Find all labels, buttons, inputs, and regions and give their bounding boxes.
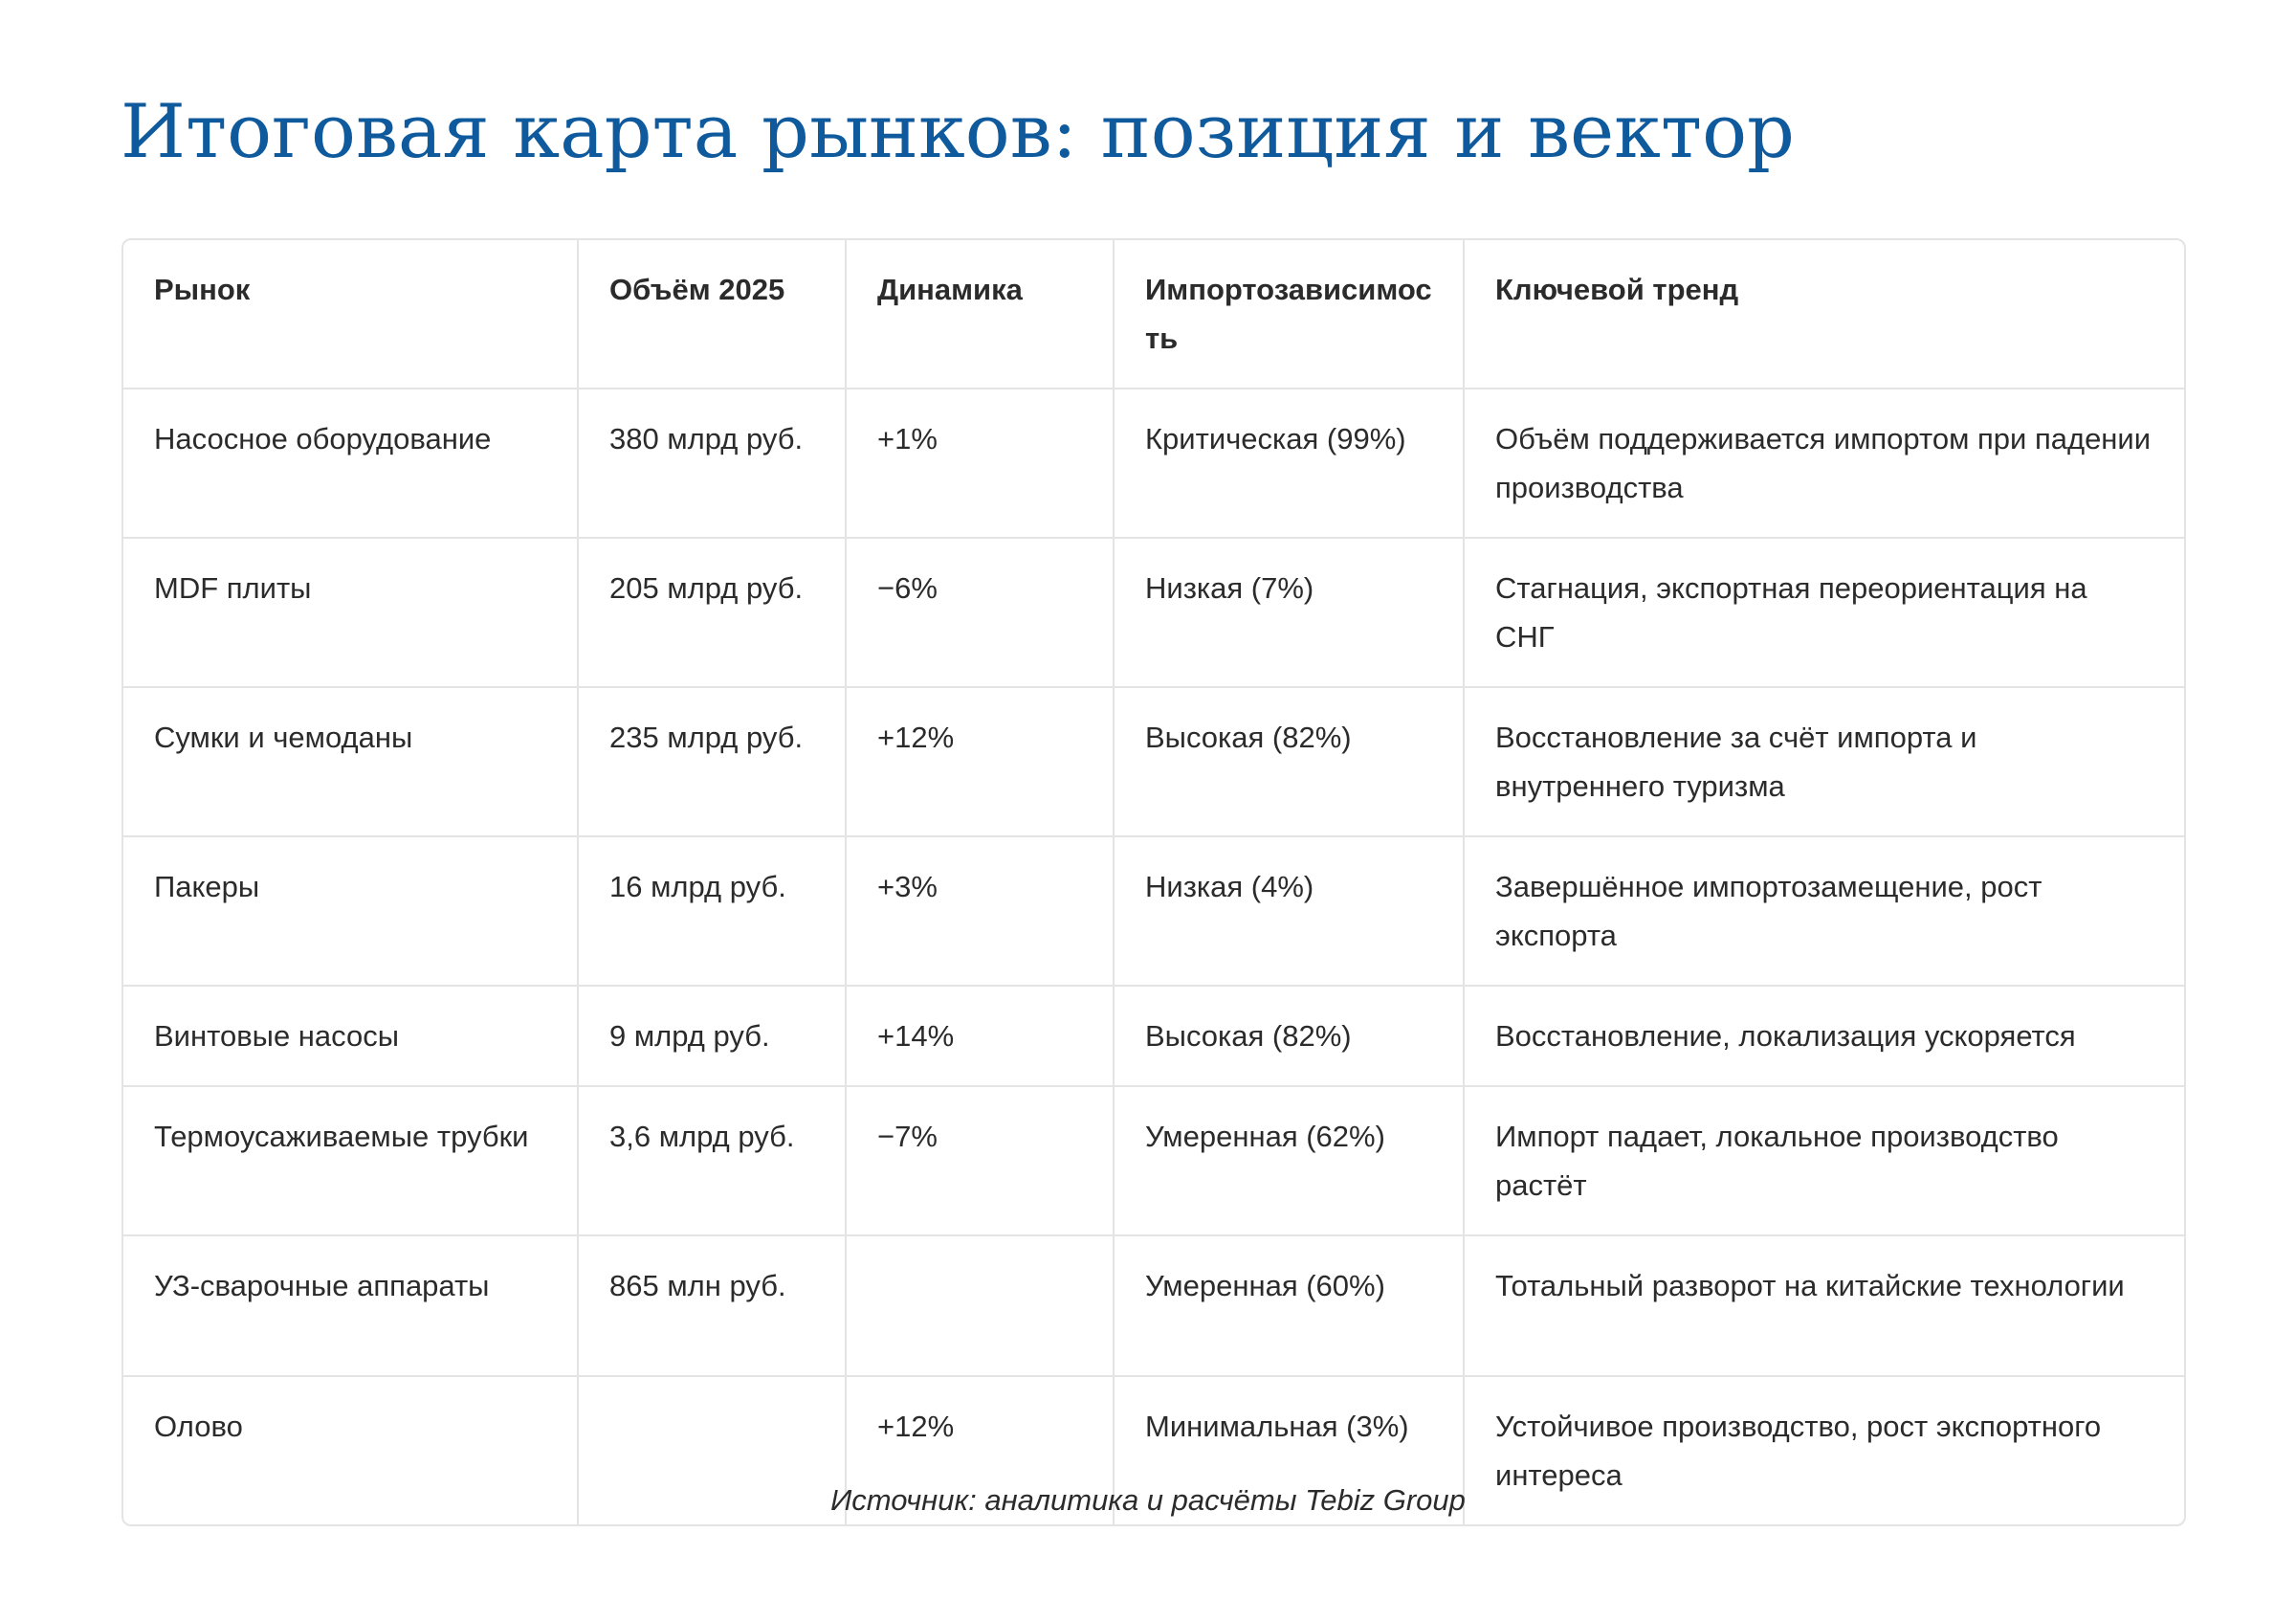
cell-key-trend: Завершённое импортозамещение, рост экспорта	[1464, 836, 2184, 986]
cell-dynamics: +14%	[846, 986, 1114, 1086]
table-row	[123, 1086, 2184, 1235]
cell-import-dependency: Высокая (82%)	[1114, 986, 1464, 1086]
cell-key-trend: Устойчивое производство, рост экспортного интереса	[1495, 1410, 2102, 1492]
cell-market: MDF плиты	[123, 538, 578, 687]
header-dynamics: Динамика	[846, 240, 1114, 389]
cell-market: Сумки и чемоданы	[123, 687, 578, 836]
cell-volume: 16 млрд руб.	[578, 836, 846, 986]
table-row	[123, 986, 2184, 1086]
cell-import-dependency: Высокая (82%)	[1114, 687, 1464, 836]
cell-market: Винтовые насосы	[123, 986, 578, 1086]
cell-dynamics	[846, 1235, 1114, 1376]
cell-import-dependency: Критическая (99%)	[1114, 389, 1464, 538]
cell-dynamics: −6%	[846, 538, 1114, 687]
table-row	[123, 1235, 2184, 1376]
table-header-row	[123, 240, 2184, 389]
source-note: Источник: аналитика и расчёты Tebiz Group	[830, 1483, 1466, 1517]
cell-volume: 9 млрд руб.	[578, 986, 846, 1086]
cell-dynamics: +12%	[846, 687, 1114, 836]
cell-market: Термоусаживаемые трубки	[123, 1086, 578, 1235]
cell-market: Олово	[123, 1376, 578, 1524]
header-volume-2025: Объём 2025	[578, 240, 846, 389]
cell-key-trend: Стагнация, экспортная переориентация на СНГ	[1464, 538, 2184, 687]
cell-volume: 380 млрд руб.	[578, 389, 846, 538]
cell-dynamics: −7%	[846, 1086, 1114, 1235]
cell-dynamics: +12%	[846, 1376, 1114, 1524]
header-market: Рынок	[123, 240, 578, 389]
table-row	[123, 836, 2184, 986]
cell-market: УЗ-сварочные аппараты	[123, 1235, 578, 1376]
cell-volume: 235 млрд руб.	[578, 687, 846, 836]
cell-key-trend: Восстановление, локализация ускоряется	[1464, 986, 2184, 1086]
cell-import-dependency: Умеренная (60%)	[1114, 1235, 1464, 1376]
cell-dynamics: +1%	[846, 389, 1114, 538]
cell-dynamics: +3%	[846, 836, 1114, 986]
cell-key-trend: Импорт падает, локальное производство растёт	[1464, 1086, 2184, 1235]
cell-import-dependency: Умеренная (62%)	[1114, 1086, 1464, 1235]
cell-key-trend: Объём поддерживается импортом при падении производства	[1464, 389, 2184, 538]
header-key-trend: Ключевой тренд	[1464, 240, 2184, 389]
table-row	[123, 687, 2184, 836]
cell-volume: 865 млн руб.	[578, 1235, 846, 1376]
markets-table	[123, 240, 2184, 1524]
cell-import-dependency: Низкая (7%)	[1114, 538, 1464, 687]
cell-import-dependency: Минимальная (3%)	[1114, 1376, 1464, 1524]
cell-key-trend: Тотальный разворот на китайские технологии	[1464, 1235, 2184, 1376]
page-title: Итоговая карта рынков: позиция и вектор	[121, 89, 1795, 175]
table-row	[123, 389, 2184, 538]
cell-market: Насосное оборудование	[123, 389, 578, 538]
cell-key-trend: Восстановление за счёт импорта и внутреннего туризма	[1464, 687, 2184, 836]
header-import-dependency: Импортозависимость	[1114, 240, 1464, 389]
cell-import-dependency: Низкая (4%)	[1114, 836, 1464, 986]
table-row	[123, 538, 2184, 687]
cell-volume: 3,6 млрд руб.	[578, 1086, 846, 1235]
markets-table-container	[121, 238, 2186, 1526]
cell-market: Пакеры	[123, 836, 578, 986]
cell-volume: 205 млрд руб.	[578, 538, 846, 687]
